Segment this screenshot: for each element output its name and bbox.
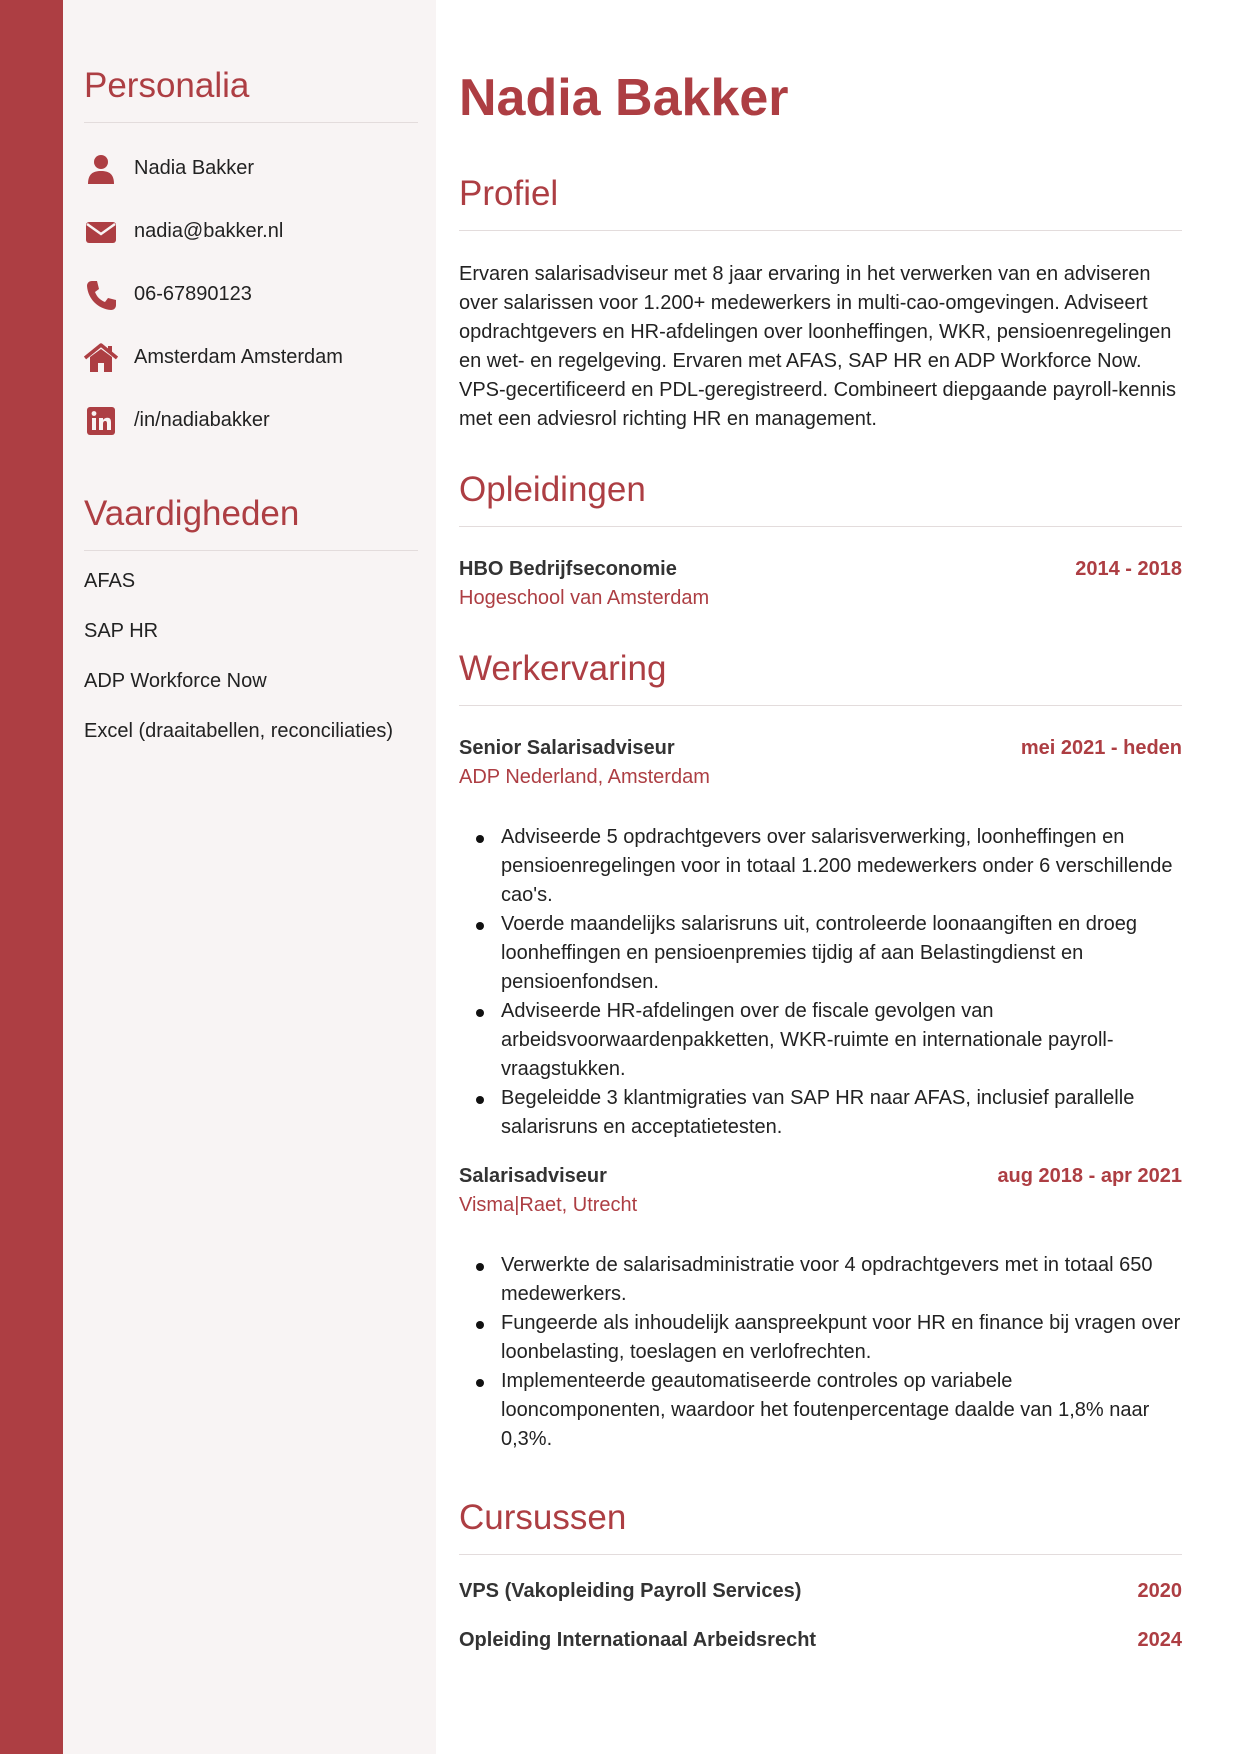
experience-entry [459, 734, 1185, 1142]
education-title: Opleidingen [459, 470, 646, 509]
contact-linkedin-text: /in/nadiabakker [134, 409, 270, 431]
envelope-icon [84, 215, 118, 249]
job-company: Visma|Raet, Utrecht [459, 1194, 638, 1216]
bullet-item: Adviseerde HR-afdelingen over de fiscale gevolgen van arbeidsvoorwaardenpakketten, WKR-ruimte en internationale payroll-vraagstukken. [459, 997, 1182, 1084]
divider [459, 230, 1182, 231]
skills-list [84, 569, 418, 769]
divider [459, 705, 1182, 706]
job-role: Salarisadviseur [459, 1165, 607, 1187]
candidate-name: Nadia Bakker [459, 69, 789, 127]
education-years: 2014 - 2018 [1075, 558, 1182, 580]
skills-title: Vaardigheden [84, 494, 300, 533]
contact-phone-text: 06-67890123 [134, 283, 252, 305]
job-bullets [459, 1251, 1185, 1454]
courses-title: Cursussen [459, 1498, 627, 1537]
skill-item: ADP Workforce Now [84, 670, 267, 692]
linkedin-icon [84, 404, 118, 438]
divider [84, 122, 418, 123]
education-degree: HBO Bedrijfseconomie [459, 558, 677, 580]
course-year: 2020 [1137, 1580, 1182, 1602]
skill-item: SAP HR [84, 620, 159, 642]
profile-text: Ervaren salarisadviseur met 8 jaar ervaring in het verwerken van en adviseren over salarissen voor 1.200+ medewerkers in multi-cao-omgevingen. Adviseert opdrachtgevers en HR-afdelingen over loonheffingen, WKR, pensioenregelingen en wet- en regelgeving. Ervaren met AFAS, SAP HR en ADP Workforce Now. VPS-gecertificeerd en PDL-geregistreerd. Combineert diepgaande payroll-kennis met een adviesrol richting HR en management. [459, 263, 1177, 430]
personalia-title: Personalia [84, 66, 250, 105]
home-icon [84, 341, 118, 375]
job-bullets [459, 823, 1185, 1142]
divider [459, 1554, 1182, 1555]
contact-email[interactable] [84, 200, 418, 263]
contact-email-text: nadia@bakker.nl [134, 220, 284, 242]
contact-linkedin[interactable] [84, 389, 418, 452]
bullet-item: Voerde maandelijks salarisruns uit, controleerde loonaangiften en droeg loonheffingen en pensioenpremies tijdig af aan Belastingdienst en pensioenfondsen. [459, 910, 1182, 997]
phone-icon [84, 278, 118, 312]
user-icon [84, 152, 118, 186]
divider [459, 526, 1182, 527]
job-role: Senior Salarisadviseur [459, 737, 675, 759]
experience-section [459, 647, 1185, 1454]
profile-section [459, 172, 1185, 434]
job-company: ADP Nederland, Amsterdam [459, 766, 710, 788]
divider [84, 550, 418, 551]
contact-address [84, 326, 418, 389]
skill-item: Excel (draaitabellen, reconciliaties) [84, 720, 394, 742]
courses-section [459, 1496, 1185, 1655]
education-section [459, 468, 1185, 613]
profile-title: Profiel [459, 174, 559, 213]
contact-name [84, 137, 418, 200]
course-entry [459, 1577, 1182, 1606]
skill-item: AFAS [84, 570, 136, 592]
experience-title: Werkervaring [459, 649, 667, 688]
contact-phone[interactable] [84, 263, 418, 326]
bullet-item: Fungeerde als inhoudelijk aanspreekpunt voor HR en finance bij vragen over loonbelasting, toeslagen en verlofrechten. [459, 1309, 1182, 1367]
course-name: Opleiding Internationaal Arbeidsrecht [459, 1629, 817, 1651]
main-content [436, 0, 1241, 1754]
course-year: 2024 [1137, 1629, 1182, 1651]
bullet-item: Adviseerde 5 opdrachtgevers over salarisverwerking, loonheffingen en pensioenregelingen voor in totaal 1.200 medewerkers onder 6 verschillende cao's. [459, 823, 1182, 910]
course-name: VPS (Vakopleiding Payroll Services) [459, 1580, 802, 1602]
accent-stripe [0, 0, 63, 1754]
contact-address-text: Amsterdam Amsterdam [134, 346, 343, 368]
education-school: Hogeschool van Amsterdam [459, 587, 710, 609]
bullet-item: Begeleidde 3 klantmigraties van SAP HR naar AFAS, inclusief parallelle salarisruns en acceptatietesten. [459, 1084, 1182, 1142]
contact-name-text: Nadia Bakker [134, 157, 255, 179]
bullet-item: Verwerkte de salarisadministratie voor 4 opdrachtgevers met in totaal 650 medewerkers. [459, 1251, 1182, 1309]
job-period: aug 2018 - apr 2021 [997, 1165, 1182, 1187]
education-entry [459, 555, 1185, 613]
sidebar [63, 0, 436, 1754]
job-period: mei 2021 - heden [1020, 737, 1182, 759]
course-entry [459, 1626, 1182, 1655]
bullet-item: Implementeerde geautomatiseerde controles op variabele looncomponenten, waardoor het foutenpercentage daalde van 1,8% naar 0,3%. [459, 1367, 1182, 1454]
experience-entry [459, 1162, 1185, 1454]
contact-list [84, 137, 418, 452]
